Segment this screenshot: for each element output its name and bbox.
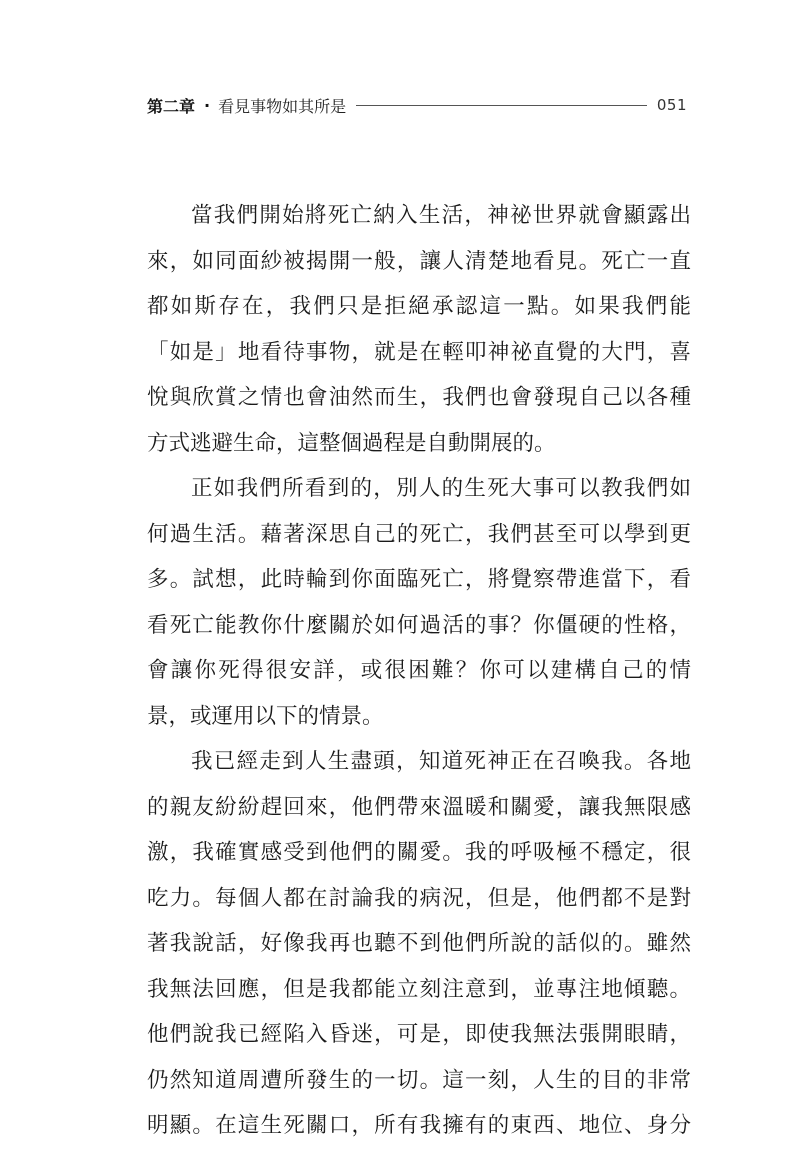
paragraph-3-line-9: 明顯。在這生死關口，所有我擁有的東西、地位、身分 <box>147 1113 691 1138</box>
paragraph-3-line-7: 他們說我已經陷入昏迷，可是，即使我無法張開眼睛， <box>147 1022 691 1047</box>
chapter-label: 第二章 <box>147 96 196 116</box>
paragraph-2-line-3: 多。試想，此時輪到你面臨死亡，將覺察帶進當下，看 <box>147 567 691 592</box>
paragraph-1-line-2: 來，如同面紗被揭開一般，讓人清楚地看見。死亡一直 <box>147 248 691 274</box>
paragraph-2-line-2: 何過生活。藉著深思自己的死亡，我們甚至可以學到更 <box>147 521 691 547</box>
running-header <box>147 92 687 118</box>
paragraph-1-line-1: 當我們開始將死亡納入生活，神祕世界就會顯露出 <box>191 203 691 228</box>
paragraph-1-line-3: 都如斯存在，我們只是拒絕承認這一點。如果我們能 <box>147 294 691 319</box>
paragraph-2-line-4: 看死亡能教你什麼關於如何過活的事？你僵硬的性格， <box>147 612 691 638</box>
paragraph-1-line-4: 「如是」地看待事物，就是在輕叩神祕直覺的大門，喜 <box>147 339 691 365</box>
page-number: 051 <box>656 96 687 114</box>
paragraph-1-line-5: 悅與欣賞之情也會油然而生，我們也會發現自己以各種 <box>147 385 691 410</box>
paragraph-3-line-3: 激，我確實感受到他們的關愛。我的呼吸極不穩定，很 <box>147 840 691 865</box>
paragraph-1-line-6: 方式逃避生命，這整個過程是自動開展的。 <box>147 430 556 456</box>
paragraph-3-line-5: 著我說話，好像我再也聽不到他們所說的話似的。雖然 <box>147 931 691 956</box>
chapter-title: 看見事物如其所是 <box>218 96 347 116</box>
paragraph-3-line-8: 仍然知道周遭所發生的一切。這一刻，人生的目的非常 <box>147 1067 691 1093</box>
header-separator: · <box>204 95 211 115</box>
paragraph-3-line-1: 我已經走到人生盡頭，知道死神正在召喚我。各地 <box>191 749 691 774</box>
paragraph-3-line-4: 吃力。每個人都在討論我的病況，但是，他們都不是對 <box>147 885 691 911</box>
paragraph-3-line-2: 的親友紛紛趕回來，他們帶來溫暖和關愛，讓我無限感 <box>147 794 691 820</box>
paragraph-2-line-1: 正如我們所看到的，別人的生死大事可以教我們如 <box>191 476 691 501</box>
paragraph-2-line-5: 會讓你死得很安詳，或很困難？你可以建構自己的情 <box>147 658 691 683</box>
paragraph-3-line-6: 我無法回應，但是我都能立刻注意到，並專注地傾聽。 <box>147 976 691 1002</box>
body-text <box>147 193 691 1149</box>
paragraph-2-line-6: 景，或運用以下的情景。 <box>147 703 384 729</box>
header-rule <box>356 105 647 106</box>
